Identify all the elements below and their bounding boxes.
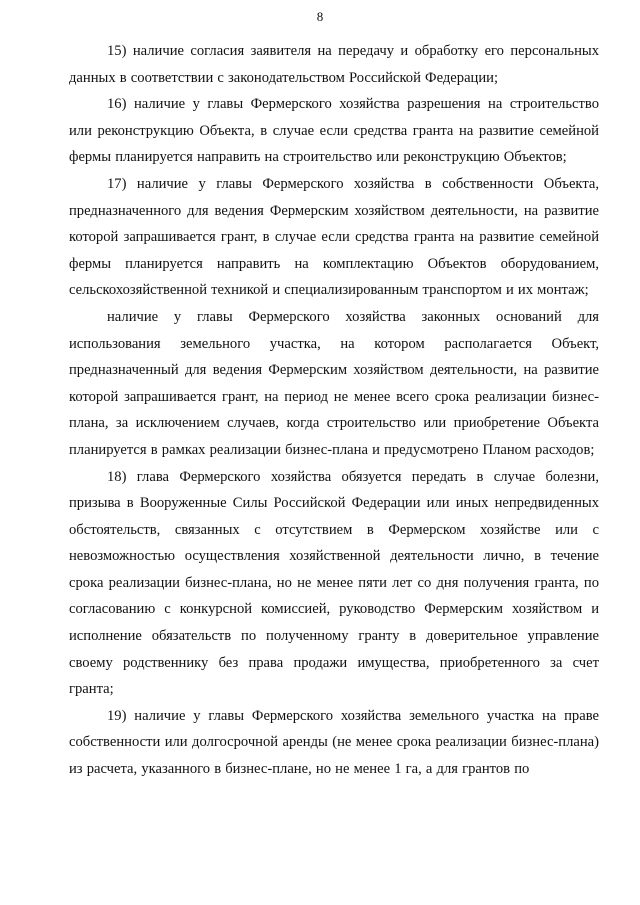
paragraph-item-15: 15) наличие согласия заявителя на передачу и обработку его персональных данных в соответствии с законодательством Российской Федерации; [69, 43, 599, 86]
paragraph-item-18: 18) глава Фермерского хозяйства обязуется передать в случае болезни, призыва в Вооруженные Силы Российской Федерации или иных непредвиденных обстоятельств, связанных с отсутствием в Фермерском хозяйстве или с невозможностью осуществления хозяйственной деятельности лично, в течение срока реализации бизнес-плана, но не менее пяти лет со дня получения гранта, по согласованию с конкурсной комиссией, руководство Фермерским хозяйством и исполнение обязательств по полученному гранту в доверительное управление своему родственнику без права продажи имущества, приобретенного за счет гранта; [69, 468, 599, 698]
paragraph-item-16: 16) наличие у главы Фермерского хозяйства разрешения на строительство или реконструкцию Объекта, в случае если средства гранта на развитие семейной фермы планируется направить на строительство или реконструкцию Объектов; [69, 96, 599, 166]
paragraph-item-19: 19) наличие у главы Фермерского хозяйства земельного участка на праве собственности или долгосрочной аренды (не менее срока реализации бизнес-плана) из расчета, указанного в бизнес-плане, но не менее 1 га, а для грантов по [69, 707, 599, 778]
page-number: 8 [316, 9, 324, 24]
document-body [69, 38, 599, 783]
paragraph-item-17: 17) наличие у главы Фермерского хозяйства в собственности Объекта, предназначенного для ведения Фермерским хозяйством деятельности, на развитие которой запрашивается грант, в случае если средства гранта на развитие семейной фермы планируется направить на комплектацию Объектов оборудованием, сельскохозяйственной техникой и специализированным транспортом и их монтаж; [69, 175, 599, 299]
paragraph-item-17-continued: наличие у главы Фермерского хозяйства законных оснований для использования земельного участка, на котором располагается Объект, предназначенный для ведения Фермерским хозяйством деятельности, на развитие которой запрашивается грант, на период не менее всего срока реализации бизнес-плана, за исключением случаев, когда строительство или приобретение Объекта планируется в рамках реализации бизнес-плана и предусмотрено Планом расходов; [69, 308, 599, 458]
